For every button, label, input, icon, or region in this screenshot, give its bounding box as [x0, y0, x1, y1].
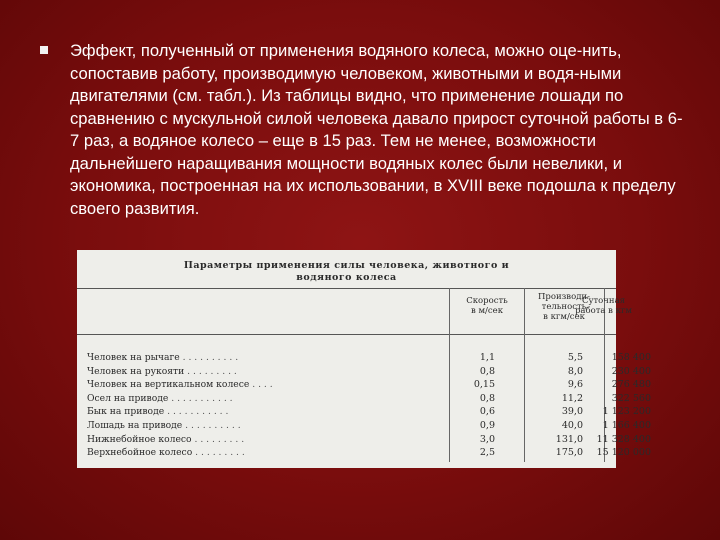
- table-cell-speed: 3,0: [479, 433, 495, 445]
- table-cell-prod: 131,0: [555, 433, 583, 445]
- table-cell-speed: 0,9: [479, 420, 495, 431]
- column-divider: [524, 288, 525, 462]
- table-cell-daily: 1 166 400: [602, 420, 651, 431]
- table-title-line-2: водяного колеса: [296, 272, 397, 283]
- table-header-rule: [77, 334, 616, 335]
- header-daily-work: Суточная работа в кгм: [574, 296, 633, 316]
- table-cell-daily: 276 480: [611, 379, 651, 391]
- table-top-rule: [77, 288, 616, 289]
- table-cell-prod: 40,0: [561, 420, 583, 431]
- table-cell-speed: 1,1: [479, 352, 495, 363]
- table-row-label: Осел на приводе . . . . . . . . . . .: [87, 392, 233, 404]
- table-row-label: Лошадь на приводе . . . . . . . . . .: [87, 420, 241, 431]
- table-title: [77, 260, 616, 284]
- table-cell-daily: 11 328 400: [596, 433, 651, 445]
- table-cell-speed: 2,5: [479, 447, 495, 459]
- table-row-label: Человек на рукояти . . . . . . . . .: [87, 365, 237, 377]
- table-cell-speed: 0,6: [479, 406, 495, 418]
- table-cell-prod: 9,6: [567, 379, 583, 391]
- table-cell-daily: 15 120 000: [596, 447, 651, 459]
- table-cell-daily: 158 400: [611, 352, 651, 363]
- header-speed: Скорость в м/сек: [466, 296, 508, 316]
- table-cell-daily: 230 400: [611, 365, 651, 377]
- table-row-label: Бык на приводе . . . . . . . . . . .: [87, 406, 229, 418]
- table-title-line-1: Параметры применения силы человека, животного и: [183, 260, 510, 271]
- table-row-label: Человек на вертикальном колесе . . . .: [87, 379, 273, 391]
- table-cell-daily: 1 123 200: [602, 406, 651, 418]
- column-divider: [449, 288, 450, 462]
- table-row-label: Нижнебойное колесо . . . . . . . . .: [87, 433, 245, 445]
- header-productivity: Производи- тельность в кгм/сек: [538, 292, 590, 322]
- table-cell-daily: 322 560: [611, 392, 651, 404]
- table-row-label: Человек на рычаге . . . . . . . . . .: [87, 352, 239, 363]
- table-cell-speed: 0,15: [473, 379, 495, 391]
- table-cell-prod: 175,0: [555, 447, 583, 459]
- table-cell-prod: 8,0: [567, 365, 583, 377]
- table-cell-prod: 5,5: [567, 352, 583, 363]
- square-bullet-icon: [40, 46, 48, 54]
- table-cell-prod: 11,2: [561, 392, 583, 404]
- table-cell-speed: 0,8: [479, 392, 495, 404]
- scanned-table: [77, 250, 651, 468]
- paragraph-text: Эффект, полученный от применения водяного колеса, можно оце-нить, сопоставив работу, производимую человеком, животными и водя-ными двигателями (см. табл.). Из таблицы видно, что применение лошади по сравнению с мускульной силой человека давало прирост суточной работы в 6-7 раз, а водяное колесо – еще в 15 раз. Тем не менее, возможности дальнейшего наращивания мощности водяных колес были невелики, и экономика, построенная на их использовании, в XVIII веке подошла к пределу своего развития.: [70, 41, 683, 218]
- table-cell-speed: 0,8: [479, 365, 495, 377]
- table-row-label: Верхнебойное колесо . . . . . . . . .: [87, 447, 245, 459]
- table-cell-prod: 39,0: [561, 406, 583, 418]
